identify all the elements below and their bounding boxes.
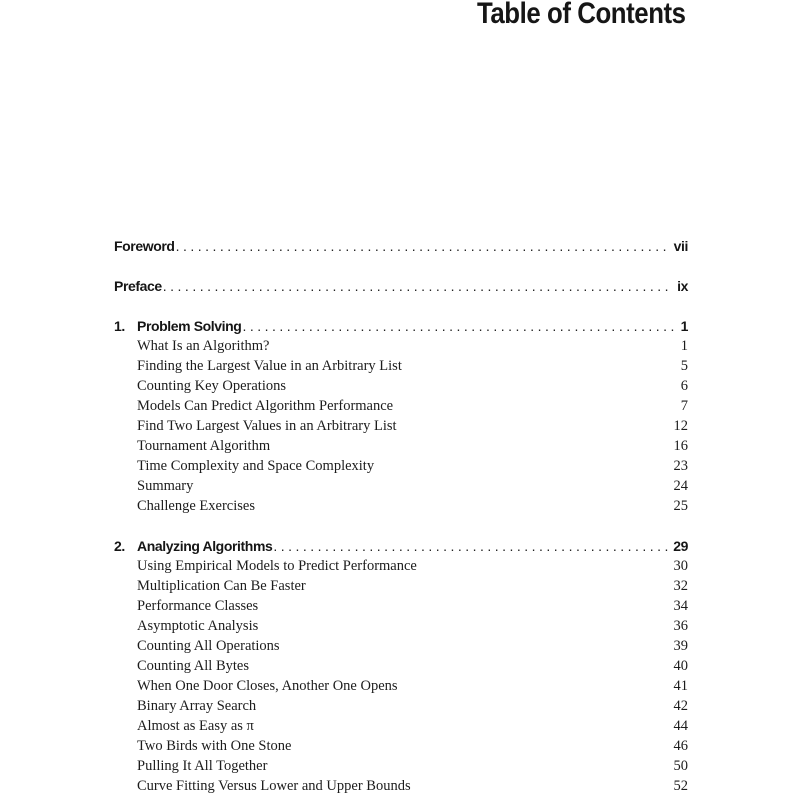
section-page: 52	[673, 778, 688, 794]
section-page: 46	[673, 738, 688, 754]
chapter-title: Analyzing Algorithms	[137, 538, 273, 554]
section-page: 25	[673, 498, 688, 514]
section-title: Counting Key Operations	[137, 378, 287, 394]
toc-section[interactable]	[114, 716, 688, 736]
section-title: Performance Classes	[137, 598, 259, 614]
section-title: Curve Fitting Versus Lower and Upper Bounds	[137, 778, 411, 794]
section-page: 16	[673, 438, 688, 454]
entry-title: Foreword	[114, 238, 175, 254]
toc-chapter-2[interactable]	[114, 536, 688, 556]
dot-leader	[163, 276, 673, 296]
section-title: Using Empirical Models to Predict Performance	[137, 558, 417, 574]
section-title: Models Can Predict Algorithm Performance	[137, 398, 394, 414]
section-title: When One Door Closes, Another One Opens	[137, 678, 398, 694]
toc-section[interactable]	[114, 736, 688, 756]
chapter-number: 2.	[114, 538, 125, 554]
section-title: Multiplication Can Be Faster	[137, 578, 306, 594]
toc-section[interactable]	[114, 496, 688, 516]
table-of-contents	[114, 236, 688, 796]
dot-leader	[273, 536, 669, 556]
toc-entry-foreword[interactable]	[114, 236, 688, 256]
section-page: 44	[673, 718, 688, 734]
section-title: Tournament Algorithm	[137, 438, 271, 454]
section-page: 34	[673, 598, 688, 614]
toc-section[interactable]	[114, 696, 688, 716]
toc-section[interactable]	[114, 676, 688, 696]
section-title: Pulling It All Together	[137, 758, 268, 774]
dot-leader	[176, 236, 670, 256]
section-title: Challenge Exercises	[137, 498, 255, 514]
section-title: Counting All Bytes	[137, 658, 249, 674]
section-page: 23	[673, 458, 688, 474]
section-title: Two Birds with One Stone	[137, 738, 292, 754]
section-title: Finding the Largest Value in an Arbitrary List	[137, 358, 402, 374]
section-title: Asymptotic Analysis	[137, 618, 259, 634]
entry-page: ix	[677, 278, 688, 294]
section-title: Find Two Largest Values in an Arbitrary List	[137, 418, 397, 434]
section-page: 50	[673, 758, 688, 774]
toc-section[interactable]	[114, 356, 688, 376]
toc-section[interactable]	[114, 656, 688, 676]
entry-page: vii	[673, 238, 688, 254]
toc-section[interactable]	[114, 776, 688, 796]
entry-title: Preface	[114, 278, 162, 294]
section-title: Binary Array Search	[137, 698, 257, 714]
chapter-number: 1.	[114, 318, 125, 334]
section-title: Time Complexity and Space Complexity	[137, 458, 375, 474]
toc-section[interactable]	[114, 596, 688, 616]
section-page: 36	[673, 618, 688, 634]
section-title: Counting All Operations	[137, 638, 280, 654]
toc-section[interactable]	[114, 376, 688, 396]
chapter-page: 29	[673, 538, 688, 554]
toc-section[interactable]	[114, 436, 688, 456]
toc-section[interactable]	[114, 456, 688, 476]
section-page: 42	[673, 698, 688, 714]
toc-section[interactable]	[114, 576, 688, 596]
section-title: What Is an Algorithm?	[137, 338, 270, 354]
section-title: Summary	[137, 478, 194, 494]
section-page: 40	[673, 658, 688, 674]
section-page: 41	[673, 678, 688, 694]
chapter-title: Problem Solving	[137, 318, 242, 334]
section-page: 30	[673, 558, 688, 574]
toc-section[interactable]	[114, 756, 688, 776]
toc-section[interactable]	[114, 556, 688, 576]
section-page: 1	[680, 338, 688, 354]
section-page: 5	[680, 358, 688, 374]
toc-section[interactable]	[114, 416, 688, 436]
toc-section[interactable]	[114, 616, 688, 636]
section-page: 39	[673, 638, 688, 654]
page-title: Table of Contents	[477, 0, 686, 30]
toc-section[interactable]	[114, 636, 688, 656]
section-page: 12	[673, 418, 688, 434]
toc-section[interactable]	[114, 336, 688, 356]
section-page: 32	[673, 578, 688, 594]
toc-entry-preface[interactable]	[114, 276, 688, 296]
chapter-page: 1	[680, 318, 688, 334]
section-page: 6	[680, 378, 688, 394]
toc-chapter-1[interactable]	[114, 316, 688, 336]
section-page: 7	[680, 398, 688, 414]
toc-section[interactable]	[114, 476, 688, 496]
dot-leader	[242, 316, 676, 336]
section-title: Almost as Easy as π	[137, 718, 254, 734]
section-page: 24	[673, 478, 688, 494]
toc-section[interactable]	[114, 396, 688, 416]
